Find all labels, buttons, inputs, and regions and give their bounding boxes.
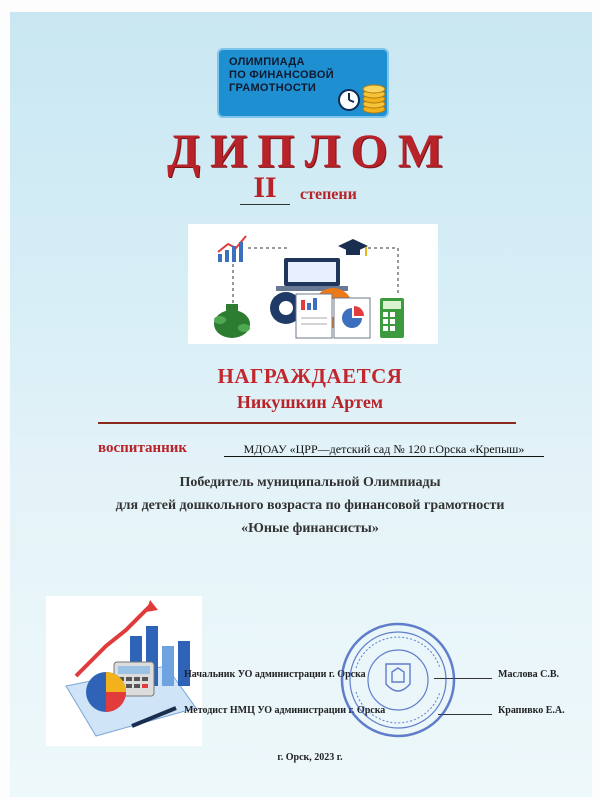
- logo-text: [229, 56, 349, 95]
- growth-chart-icon: [218, 236, 246, 262]
- olympiad-logo: [217, 48, 389, 118]
- pie-chart-icon: [86, 672, 126, 712]
- logo-line-1: ОЛИМПИАДА: [229, 56, 305, 68]
- divider: [98, 422, 516, 424]
- money-bag-icon: [214, 304, 250, 338]
- description-line: для детей дошкольного возраста по финансовой грамотности: [115, 498, 505, 513]
- logo-line-2: ПО ФИНАНСОВОЙ: [229, 69, 334, 81]
- clock-icon: [337, 88, 361, 112]
- institution-name: МДОАУ «ЦРР—детский сад № 120 г.Орска «Крепыш»: [224, 442, 544, 457]
- degree-word: степени: [300, 186, 357, 203]
- signatory-name: Маслова С.В.: [498, 669, 560, 680]
- official-stamp: [338, 620, 458, 740]
- graduation-cap-icon: [338, 239, 368, 256]
- logo-line-3: ГРАМОТНОСТИ: [229, 82, 317, 94]
- calculator-icon: [380, 298, 404, 338]
- description-line: «Юные финансисты»: [241, 521, 379, 536]
- finance-illustration: [188, 224, 438, 344]
- degree-numeral: II: [240, 172, 290, 205]
- pupil-label: воспитанник: [98, 440, 188, 456]
- city-year: г. Орск, 2023 г.: [277, 752, 343, 763]
- diploma-sheet: [10, 12, 592, 797]
- recipient-name: Никушкин Артем: [236, 392, 384, 412]
- signatory-title: Методист НМЦ УО администрации г. Орска: [184, 705, 386, 716]
- description-line: Победитель муниципальной Олимпиады: [179, 475, 441, 490]
- coat-of-arms-icon: [386, 664, 410, 691]
- signatory-name: Крапивко Е.А.: [498, 705, 565, 716]
- diploma-title: ДИПЛОМ: [166, 125, 454, 178]
- coins-icon: [361, 80, 387, 114]
- signatory-title: Начальник УО администрации г. Орска: [184, 669, 366, 680]
- awarded-heading: НАГРАЖДАЕТСЯ: [217, 364, 403, 388]
- laptop-icon: [276, 258, 348, 291]
- accounting-illustration: [46, 596, 202, 746]
